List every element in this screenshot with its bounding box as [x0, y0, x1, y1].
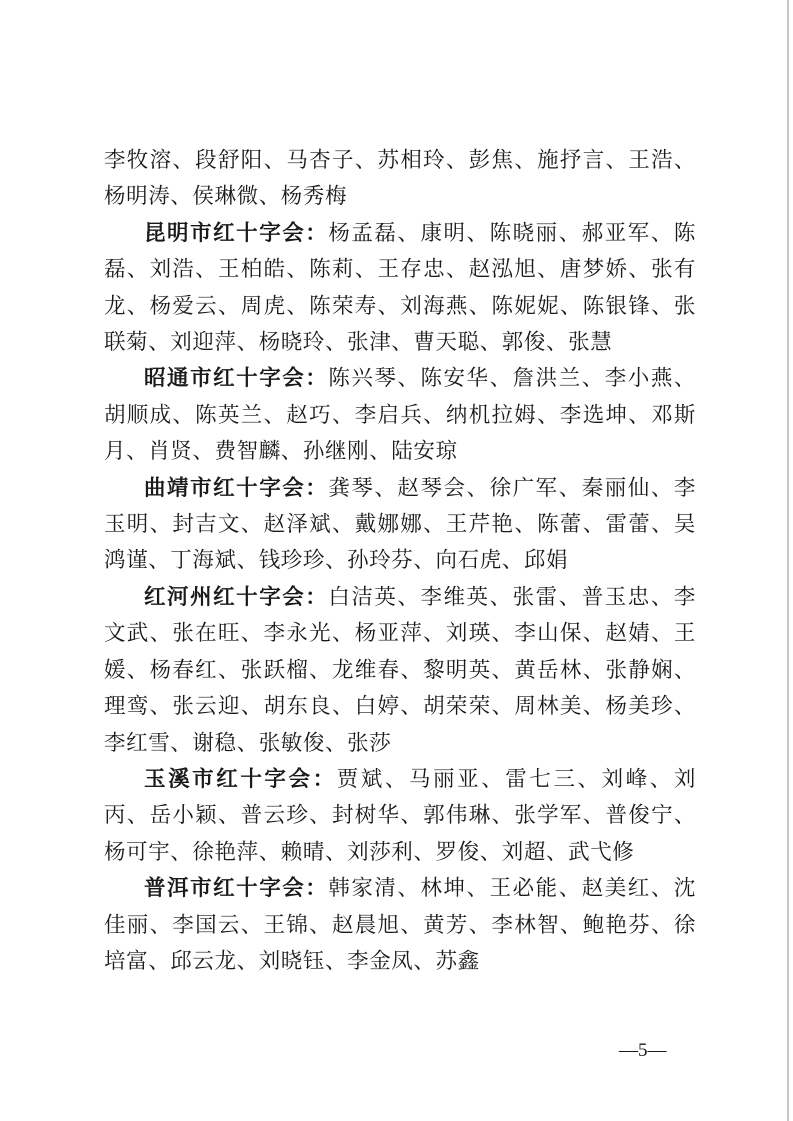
- name-list: 杨孟磊、康明、陈晓丽、郝亚军、陈磊、刘浩、王柏皓、陈莉、王存忠、赵泓旭、唐梦娇、张有龙、杨爱云、周虎、陈荣寿、刘海燕、陈妮妮、陈银锋、张联菊、刘迎萍、杨晓玲、张津、曹天聪、郭俊、张慧: [104, 220, 696, 356]
- name-list: 陈兴琴、陈安华、詹洪兰、李小燕、胡顺成、陈英兰、赵巧、李启兵、纳机拉姆、李选坤、邓斯月、肖贤、费智麟、孙继刚、陆安琼: [104, 366, 696, 465]
- org-heading: 昆明市红十字会：: [144, 220, 329, 246]
- section-qujing: [104, 471, 696, 580]
- org-heading: 红河州红十字会：: [144, 584, 329, 610]
- award-list-content: [104, 143, 696, 980]
- section-honghe: [104, 580, 696, 762]
- org-heading: 普洱市红十字会：: [144, 876, 329, 902]
- section-zhaotong: [104, 361, 696, 470]
- section-puer: [104, 871, 696, 980]
- name-list: 白洁英、李维英、张雷、普玉忠、李文武、张在旺、李永光、杨亚萍、刘瑛、李山保、赵婧、王媛、杨春红、张跃榴、龙维春、黎明英、黄岳林、张静娴、理鸾、张云迎、胡东良、白婷、胡荣荣、周林美、杨美珍、李红雪、谢稳、张敏俊、张莎: [104, 584, 696, 756]
- section-kunming: [104, 216, 696, 362]
- name-list: 龚琴、赵琴会、徐广军、秦丽仙、李玉明、封吉文、赵泽斌、戴娜娜、王芹艳、陈蕾、雷蕾、吴鸿谨、丁海斌、钱珍珍、孙玲芬、向石虎、邱娟: [104, 475, 696, 574]
- name-list: 贾斌、马丽亚、雷七三、刘峰、刘丙、岳小颖、普云珍、封树华、郭伟琳、张学军、普俊宁、杨可宇、徐艳萍、赖晴、刘莎利、罗俊、刘超、武弋修: [104, 766, 696, 865]
- org-heading: 玉溪市红十字会：: [144, 766, 337, 792]
- org-heading: 昭通市红十字会：: [144, 366, 329, 392]
- continuation-paragraph: 李牧溶、段舒阳、马杏子、苏相玲、彭焦、施抒言、王浩、杨明涛、侯琳微、杨秀梅: [104, 148, 696, 210]
- name-list: 韩家清、林坤、王必能、赵美红、沈佳丽、李国云、王锦、赵晨旭、黄芳、李林智、鲍艳芬、徐培富、邱云龙、刘晓钰、李金凤、苏鑫: [104, 876, 696, 974]
- page-number: —5—: [619, 1040, 667, 1061]
- org-heading: 曲靖市红十字会：: [144, 475, 329, 501]
- scan-edge-line: [787, 0, 789, 1121]
- section-yuxi: [104, 762, 696, 871]
